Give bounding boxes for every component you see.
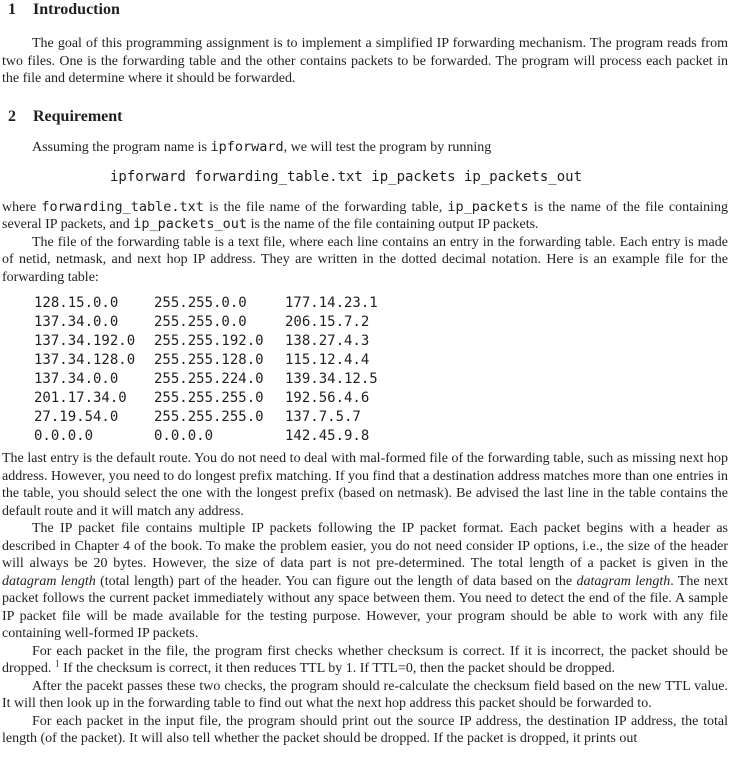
next-hop-cell: 142.45.9.8	[285, 428, 370, 444]
text-segment: where	[2, 199, 42, 215]
netid-cell: 137.34.0.0	[34, 371, 119, 387]
section-number: 2	[8, 107, 16, 125]
netmask-cell: 255.255.0.0	[154, 314, 247, 330]
netmask-cell: 255.255.0.0	[154, 295, 247, 311]
paragraph-checksum	[2, 643, 728, 678]
inline-code-ip-packets-out: ip_packets_out	[133, 216, 248, 232]
text-segment: . The next packet follows the current packet immediately without any space between them. You need to detect the end of the file. A sample IP packet file will be made available for the testing purpose. However, your program should be able to work with any file containing well-formed IP packets.	[2, 573, 728, 641]
forwarding-table-row	[34, 408, 728, 427]
inline-code-ip-packets: ip_packets	[447, 198, 529, 215]
text-segment: After the pacekt passes these two checks, the program should re-calculate the checksum field based on the new TTL value. It will then look up in the forwarding table to find out what the next hop address this packet should be forwarded to.	[2, 678, 728, 711]
forwarding-table-row	[34, 294, 728, 313]
netid-cell: 137.34.128.0	[34, 352, 136, 368]
text-segment: is the name of the file containing output IP packets.	[247, 217, 539, 232]
netmask-cell: 0.0.0.0	[154, 428, 214, 444]
text-segment: is the file name of the forwarding table,	[203, 199, 448, 215]
forwarding-table-row	[34, 313, 728, 332]
text-segment: The file of the forwarding table is a text file, where each line contains an entry in the forwarding table. Each entry is made of netid, netmask, and next hop IP address. They are written in the dotted decimal notation. Here is an example file for the forwarding table:	[2, 234, 728, 285]
italic-datagram-length: datagram length	[576, 573, 671, 589]
paragraph-last-entry	[2, 450, 728, 520]
netmask-cell: 255.255.224.0	[154, 371, 264, 387]
text-segment: Assuming the program name is	[32, 139, 211, 155]
next-hop-cell: 115.12.4.4	[285, 352, 370, 368]
paragraph-recalculate	[2, 678, 728, 713]
paragraph-where	[2, 199, 728, 234]
text-segment: (total length) part of the header. You can figure out the length of data based on the	[95, 573, 577, 589]
forwarding-table	[34, 294, 728, 446]
section-heading-requirement	[2, 109, 728, 125]
section-number: 1	[8, 1, 16, 18]
text-segment: The last entry is the default route. You do not need to deal with mal-formed file of the forwarding table, such as missing next hop address. However, you need to do longest prefix matching. If you find that a destination address matches more than one entries in the table, you should select the one with the longest prefix (based on netmask). Be advised the last line in the table contains the default route and it will match any address.	[2, 451, 728, 519]
text-segment: If the checksum is correct, it then reduces TTL by 1. If TTL=0, then the packet should be dropped.	[59, 661, 616, 676]
netid-cell: 137.34.192.0	[34, 333, 136, 349]
next-hop-cell: 206.15.7.2	[285, 314, 370, 330]
next-hop-cell: 137.7.5.7	[285, 409, 361, 425]
forwarding-table-row	[34, 351, 728, 370]
text-segment: For each packet in the input file, the program should print out the source IP address, the destination IP address, the total length (of the packet). It will also tell whether the packet should be dropped. If the packet is dropped, it prints out	[2, 713, 728, 746]
paragraph-packet-file	[2, 520, 728, 643]
netmask-cell: 255.255.128.0	[154, 352, 264, 368]
next-hop-cell: 192.56.4.6	[285, 390, 370, 406]
section-heading-introduction	[2, 2, 728, 18]
next-hop-cell: 139.34.12.5	[285, 371, 378, 387]
text-segment: is the name of the file containing several IP packets, and	[2, 199, 728, 232]
netid-cell: 27.19.54.0	[34, 409, 119, 425]
netmask-cell: 255.255.255.0	[154, 409, 264, 425]
forwarding-table-row	[34, 427, 728, 446]
paragraph-intro	[2, 35, 728, 88]
paragraph-output	[2, 713, 728, 748]
netmask-cell: 255.255.192.0	[154, 333, 264, 349]
forwarding-table-row	[34, 389, 728, 408]
netid-cell: 128.15.0.0	[34, 295, 119, 311]
netmask-cell: 255.255.255.0	[154, 390, 264, 406]
netid-cell: 0.0.0.0	[34, 428, 94, 444]
text-segment: The goal of this programming assignment is to implement a simplified IP forwarding mechanism. The program reads from two files. One is the forwarding table and the other contains packets to be forwarded. The program will process each packet in the file and determine where it should be forwarded.	[2, 36, 728, 86]
paragraph-assuming	[2, 139, 728, 157]
netid-cell: 201.17.34.0	[34, 390, 127, 406]
paragraph-table-intro	[2, 234, 728, 287]
footnote-marker: 1	[54, 659, 60, 670]
next-hop-cell: 177.14.23.1	[285, 295, 378, 311]
netid-cell: 137.34.0.0	[34, 314, 119, 330]
command-line: ipforward forwarding_table.txt ip_packets ip_packets_out	[110, 169, 583, 185]
forwarding-table-row	[34, 370, 728, 389]
text-segment: For each packet in the file, the program first checks whether checksum is correct. If it is incorrect, the packet should be dropped.	[2, 643, 728, 676]
forwarding-table-row	[34, 332, 728, 351]
inline-code-forwarding-table: forwarding_table.txt	[41, 198, 204, 215]
text-segment: The IP packet file contains multiple IP packets following the IP packet format. Each packet begins with a header as described in Chapter 4 of the book. To make the problem easier, you do not need consider IP options, i.e., the size of the header will always be 20 bytes. However, the size of data part is not pre-determined. The total length of a packet is given in the	[2, 521, 728, 571]
section-title: Introduction	[33, 1, 120, 18]
next-hop-cell: 138.27.4.3	[285, 333, 370, 349]
inline-code-ipforward: ipforward	[210, 138, 284, 155]
italic-datagram-length: datagram length	[2, 573, 96, 589]
section-title: Requirement	[33, 107, 123, 125]
text-segment: , we will test the program by running	[283, 139, 492, 155]
